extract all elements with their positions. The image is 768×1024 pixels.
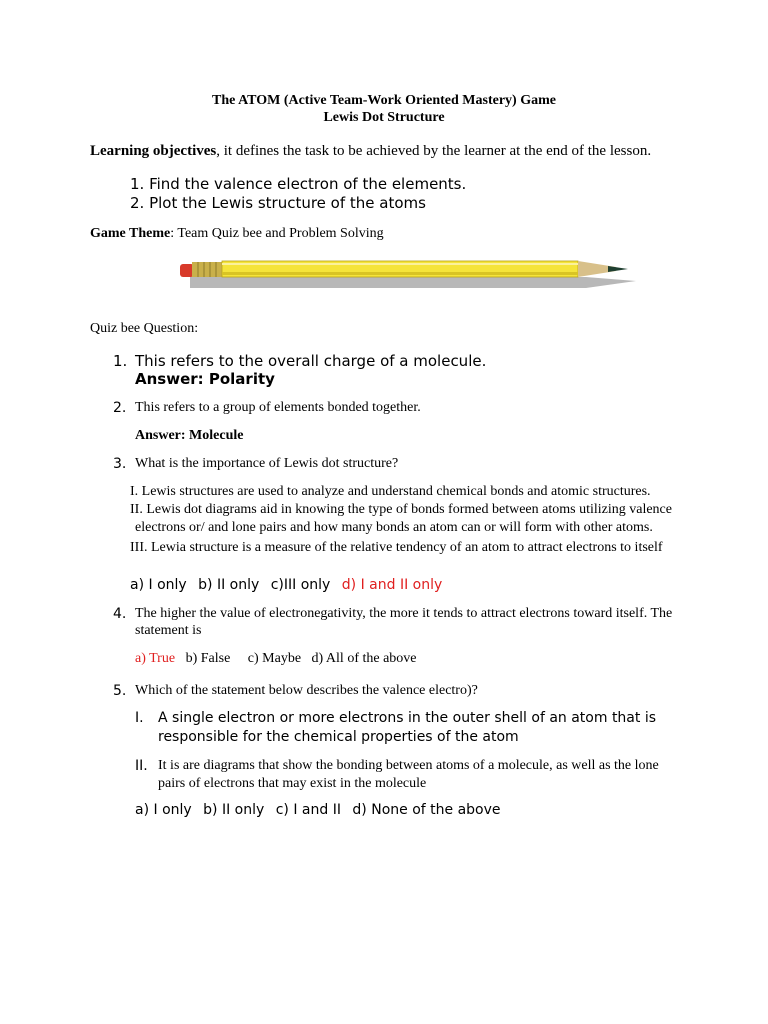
option-c: c)III only: [270, 577, 331, 593]
statement-text: II. Lewis dot diagrams aid in knowing the type of bonds formed between atoms utilizing valence: [130, 502, 672, 517]
question-text-cont: statement is: [135, 623, 202, 638]
quiz-heading: Quiz bee Question:: [90, 321, 199, 336]
statement-text: pairs of electrons that may exist in the molecule: [158, 776, 427, 791]
question-text: This refers to the overall charge of a molecule.: [135, 352, 487, 370]
game-theme-line: [90, 226, 384, 242]
page-subtitle: Lewis Dot Structure: [323, 110, 445, 125]
objectives-line: [90, 143, 651, 160]
question-text: The higher the value of electronegativity, the more it tends to attract electrons toward itself. The: [135, 606, 673, 621]
option-c: c) I and II: [275, 802, 341, 818]
option-b: b) II only: [198, 577, 260, 593]
game-theme-label: Game Theme: [90, 226, 171, 241]
objective-item: 1. Find the valence electron of the elements.: [130, 175, 467, 193]
statement-number: II.: [135, 758, 148, 774]
option-b: b) False: [185, 651, 231, 666]
option-a: a) I only: [135, 802, 192, 818]
question-number: 5.: [113, 683, 127, 699]
statement-text: I. Lewis structures are used to analyze and understand chemical bonds and atomic structures.: [130, 484, 651, 499]
question-text: This refers to a group of elements bonded together.: [135, 400, 421, 415]
statement-number: I.: [135, 710, 144, 726]
option-d-correct: d) I and II only: [341, 577, 443, 593]
question-number: 2.: [113, 400, 127, 416]
statement-text: It is are diagrams that show the bonding between atoms of a molecule, as well as the lone: [158, 758, 659, 773]
question-number: 4.: [113, 606, 127, 622]
options-line: [130, 577, 449, 593]
option-b: b) II only: [203, 802, 265, 818]
objectives-text: , it defines the task to be achieved by the learner at the end of the lesson.: [216, 143, 652, 159]
option-c: c) Maybe: [247, 651, 302, 666]
options-line: [135, 651, 424, 667]
objectives-label: Learning objectives: [90, 143, 217, 159]
objective-item: 2. Plot the Lewis structure of the atoms: [130, 194, 426, 212]
option-a: a) I only: [130, 577, 187, 593]
question-text: Which of the statement below describes the valence electro)?: [135, 683, 478, 698]
answer-text: Answer: Molecule: [135, 428, 244, 443]
option-d: d) None of the above: [352, 802, 501, 818]
statement-text: electrons or/ and lone pairs and how many bonds an atom can or will form with other atoms.: [135, 520, 653, 535]
question-text: What is the importance of Lewis dot structure?: [135, 456, 399, 471]
question-number: 3.: [113, 456, 127, 472]
pencil-icon: [176, 255, 640, 291]
question-number: 1.: [113, 352, 128, 370]
statement-text: A single electron or more electrons in the outer shell of an atom that is: [158, 710, 657, 726]
page-title: The ATOM (Active Team-Work Oriented Mastery) Game: [212, 93, 556, 108]
answer-text: Answer: Polarity: [135, 370, 275, 388]
statement-text: III. Lewia structure is a measure of the relative tendency of an atom to attract electrons to itself: [130, 540, 663, 555]
game-theme-text: : Team Quiz bee and Problem Solving: [170, 226, 384, 241]
options-line: [135, 802, 508, 818]
statement-text: responsible for the chemical properties of the atom: [158, 729, 519, 745]
option-d: d) All of the above: [311, 651, 417, 666]
option-a-correct: a) True: [135, 651, 176, 666]
